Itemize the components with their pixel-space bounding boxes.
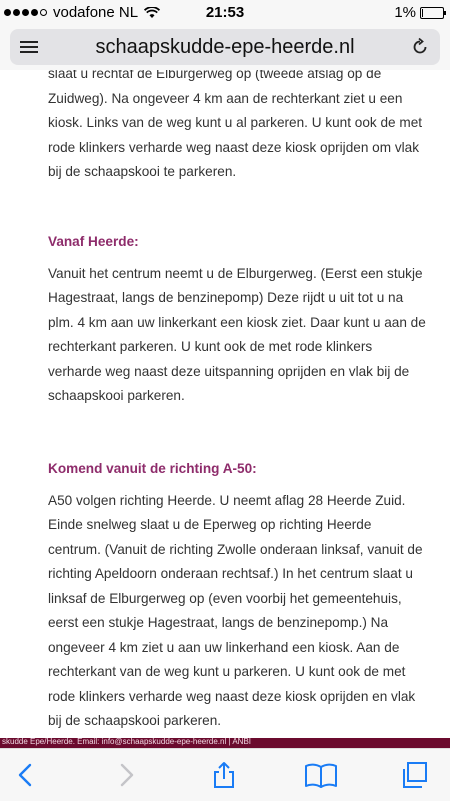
url-text[interactable]: schaapskudde-epe-heerde.nl xyxy=(95,36,355,58)
url-field[interactable] xyxy=(10,29,440,65)
share-icon[interactable] xyxy=(210,761,238,789)
hamburger-icon[interactable] xyxy=(20,41,38,53)
intro-paragraph: slaat u rechtaf de Elburgerweg op (tweede afslag op de Zuidweg). Na ongeveer 4 km aan de rechterkant ziet u een kiosk. Links van de weg kunt u al parkeren. U kunt ook de met rode klinkers verharde weg naast deze kiosk oprijden om vlak bij de schaapskooi te parkeren. xyxy=(48,70,423,179)
page-content xyxy=(0,70,450,738)
tabs-icon[interactable] xyxy=(400,761,428,789)
content-column xyxy=(48,70,428,734)
reload-icon[interactable] xyxy=(410,37,430,57)
site-footer xyxy=(0,738,450,748)
book-icon[interactable] xyxy=(304,761,338,789)
chevron-left-icon[interactable] xyxy=(12,761,40,789)
a50-heading: Komend vanuit de richting A-50: xyxy=(48,460,257,476)
heerde-heading: Vanaf Heerde: xyxy=(48,233,139,249)
a50-paragraph: A50 volgen richting Heerde. U neemt aflag 28 Heerde Zuid. Einde snelweg slaat u de Eperweg op richting Heerde centrum. (Vanuit de richting Zwolle onderaan linksaf, vanuit de richting Apeldoorn onderaan rechtsaf.) In het centrum slaat u linksaf de Elburgerweg op (even voorbij het gemeentehuis, eerst een stukje Hagestraat, langs de benzinepomp.) Na ongeveer 4 km ziet u aan uw linkerhand een kiosk. Aan de rechterkant van de weg kunt u parkeren. U kunt ook de met rode klinkers verharde weg naast deze kiosk oprijden en vlak bij de schaapskooi parkeren. xyxy=(48,492,423,728)
browser-address-bar xyxy=(0,26,450,70)
carrier-label: vodafone NL xyxy=(53,4,139,21)
status-bar xyxy=(0,0,450,26)
clock: 21:53 xyxy=(205,4,245,21)
heerde-paragraph: Vanuit het centrum neemt u de Elburgerweg. (Eerst een stukje Hagestraat, langs de benzinepomp) Deze rijdt u uit tot u na plm. 4 km aan uw linkerkant een kiosk ziet. Daar kunt u aan de rechterkant parkeren. U kunt ook de met rode klinkers verharde weg naast deze uitspanning oprijden en vlak bij de schaapskooi parkeren. xyxy=(48,265,426,403)
footer-text: skudde Epe/Heerde. Email: info@schaapskudde-epe-heerde.nl | ANBI xyxy=(2,738,252,746)
status-right xyxy=(394,4,444,21)
battery-percentage: 1% xyxy=(394,4,416,21)
battery-icon xyxy=(420,7,444,19)
browser-toolbar xyxy=(0,748,450,801)
chevron-right-icon[interactable] xyxy=(112,761,140,789)
